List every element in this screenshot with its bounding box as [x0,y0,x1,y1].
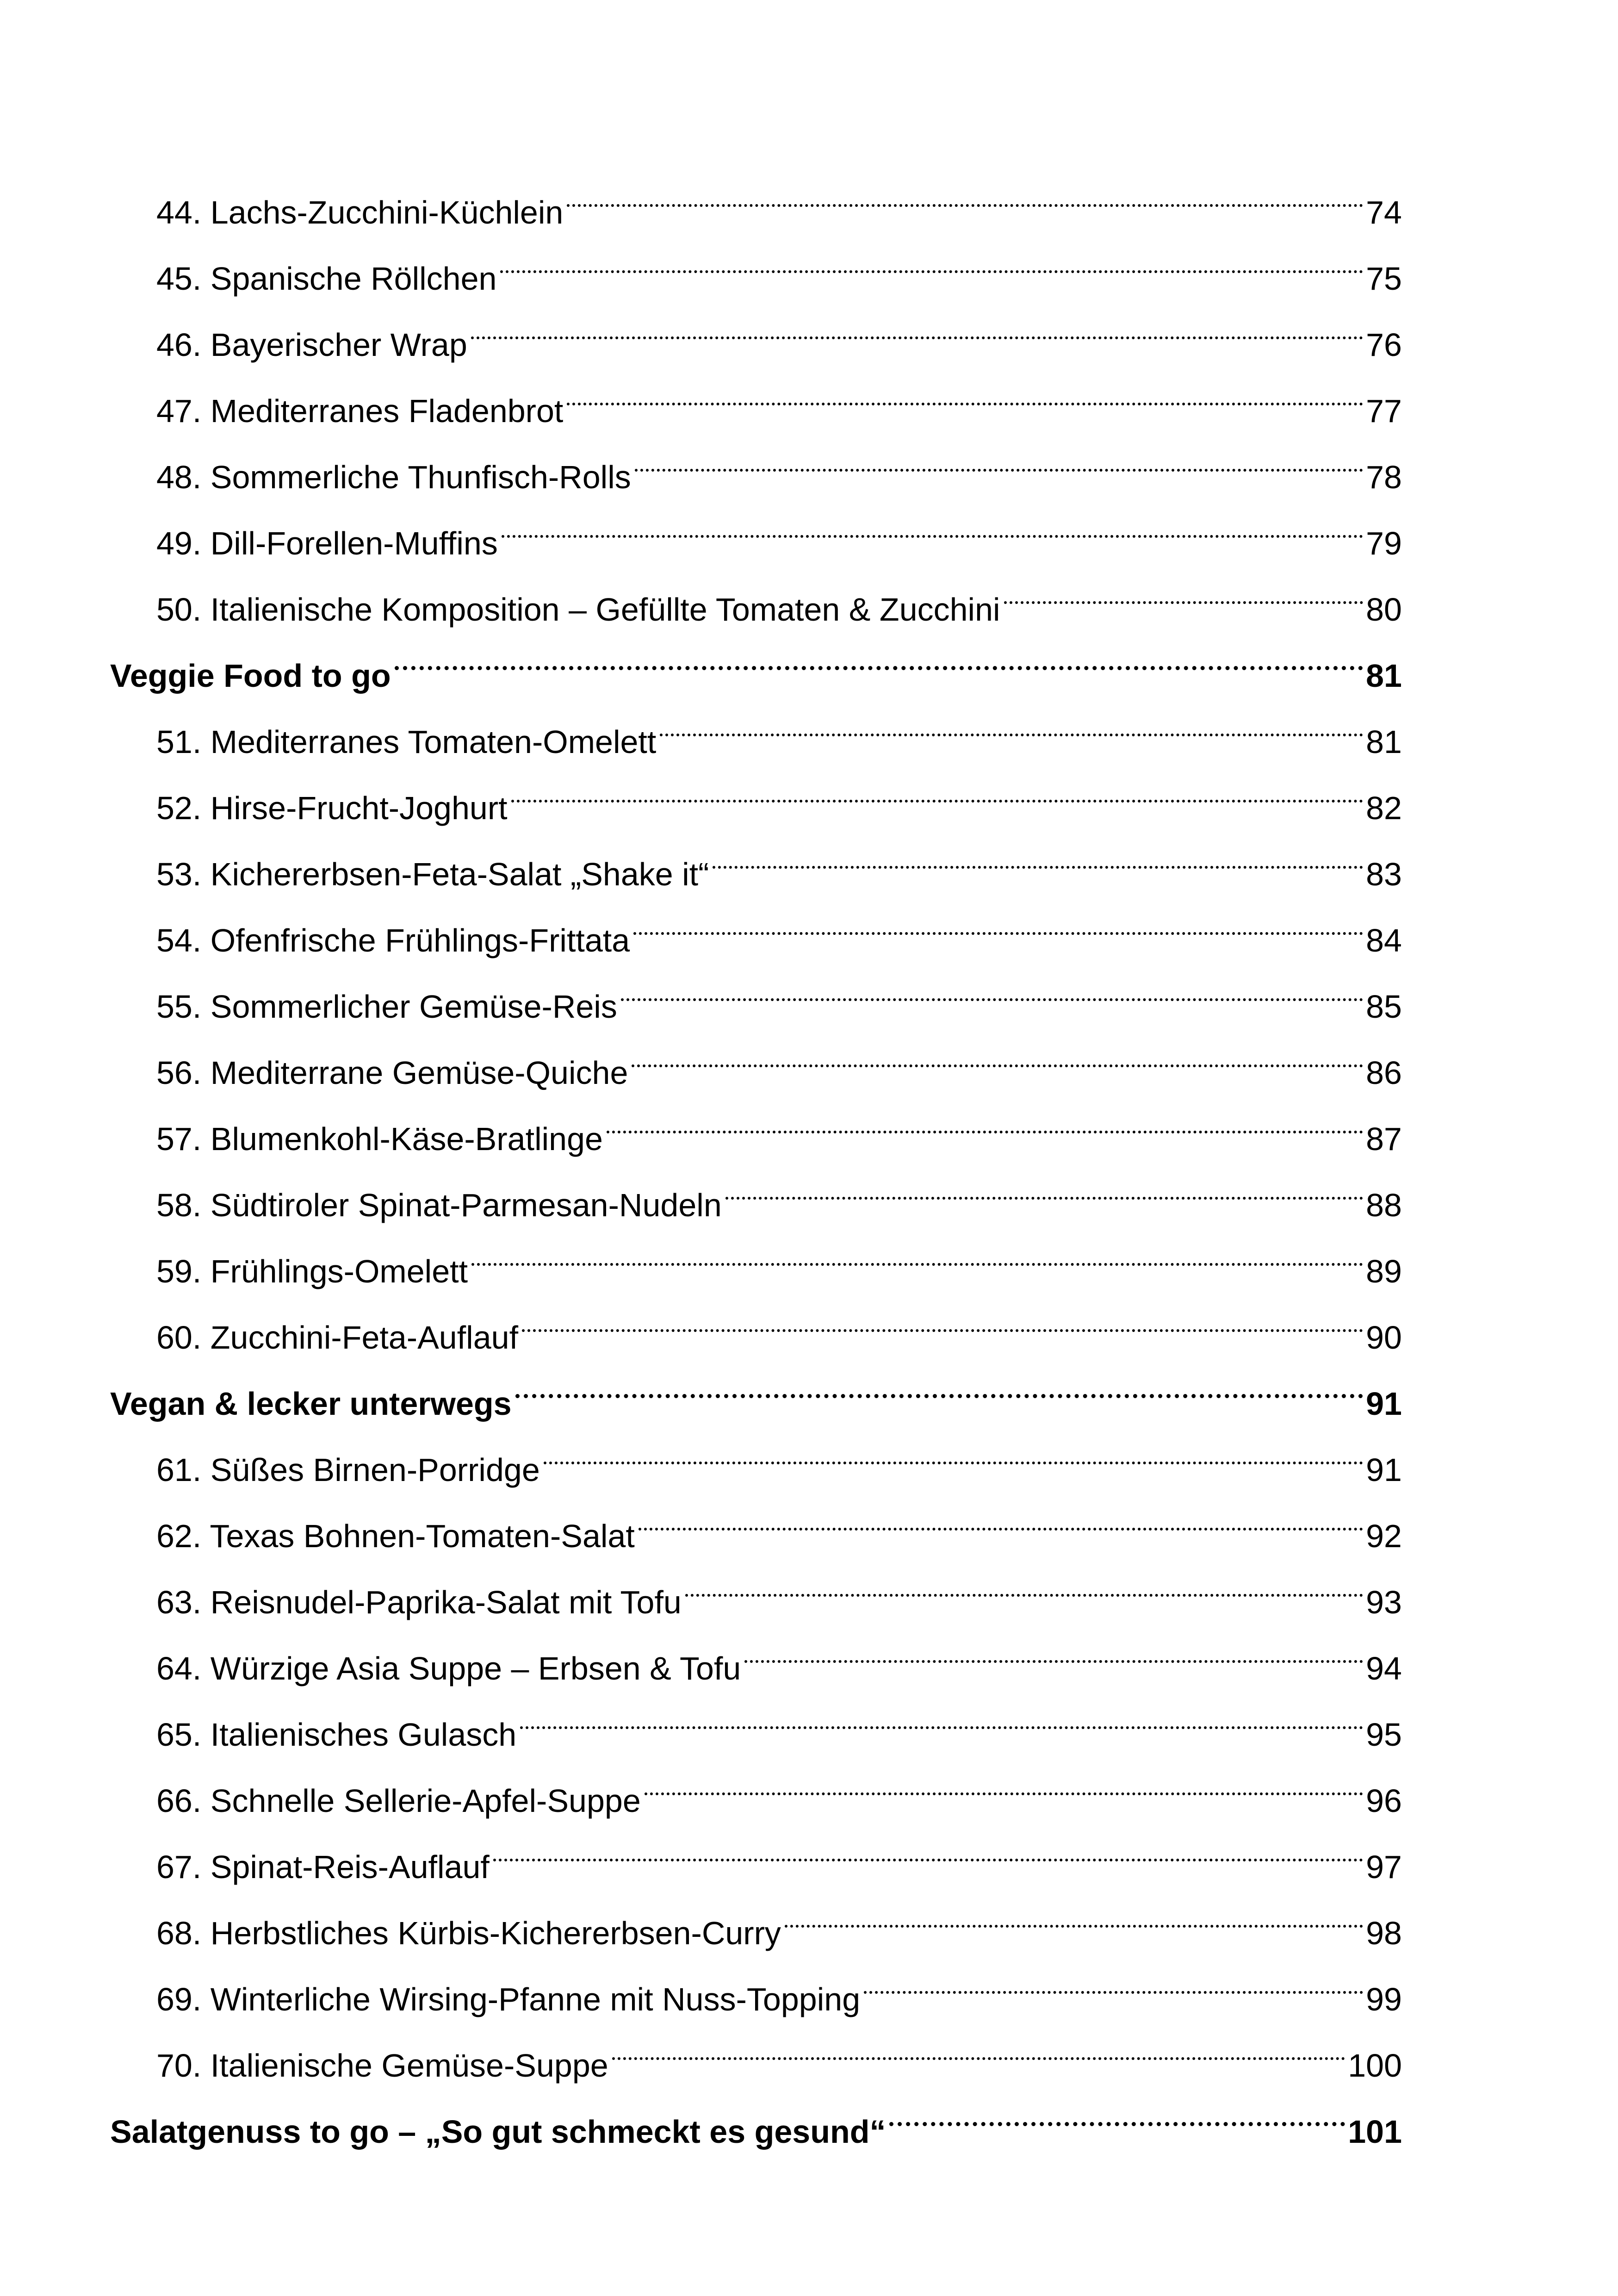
toc-entry-title: 62. Texas Bohnen-Tomaten-Salat [156,1518,635,1554]
toc-entry-title: 54. Ofenfrische Frühlings-Frittata [156,922,630,958]
toc-page-number: 100 [1348,2047,1402,2084]
dot-leader [635,422,1363,488]
dot-leader [864,1944,1363,2010]
toc-entry-title: 55. Sommerlicher Gemüse-Reis [156,989,617,1025]
dot-leader [511,753,1364,819]
dot-leader [1004,554,1364,621]
toc-page-number: 89 [1366,1253,1402,1289]
toc-entry-title: 68. Herbstliches Kürbis-Kichererbsen-Curry [156,1915,781,1951]
toc-page-number: 86 [1366,1055,1402,1091]
dot-leader [520,1680,1363,1746]
dot-leader [612,2010,1345,2077]
toc-entry-title: 66. Schnelle Sellerie-Apfel-Suppe [156,1783,641,1819]
toc-entry-title: 58. Südtiroler Spinat-Parmesan-Nudeln [156,1187,722,1223]
dot-leader [713,819,1363,885]
toc-page-number: 93 [1366,1584,1402,1620]
toc-page-number: 96 [1366,1783,1402,1819]
toc-page-number: 81 [1366,658,1402,694]
dot-leader [639,1481,1363,1547]
dot-leader [502,488,1363,554]
toc-page-number: 81 [1366,724,1402,760]
dot-leader [633,885,1363,952]
dot-leader [395,621,1364,687]
dot-leader [567,356,1363,422]
dot-leader [567,157,1363,224]
dot-leader [544,1415,1363,1481]
toc-entry-title: Salatgenuss to go – „So gut schmeckt es gesund“ [110,2114,886,2150]
toc-page-number: 95 [1366,1717,1402,1753]
dot-leader [471,290,1363,356]
dot-leader [785,1878,1363,1944]
dot-leader [621,952,1363,1018]
dot-leader [889,2077,1345,2143]
toc-entry-title: 61. Süßes Birnen-Porridge [156,1452,540,1488]
toc-page-number: 99 [1366,1981,1402,2017]
toc-page-number: 101 [1348,2114,1402,2150]
dot-leader [725,1150,1363,1216]
toc-entry-title: 45. Spanische Röllchen [156,261,497,297]
dot-leader [685,1547,1363,1613]
toc-page-number: 79 [1366,525,1402,561]
toc-entry-title: 57. Blumenkohl-Käse-Bratlinge [156,1121,603,1157]
dot-leader [744,1613,1363,1680]
toc-page-number: 92 [1366,1518,1402,1554]
toc-entry-title: 47. Mediterranes Fladenbrot [156,393,564,429]
toc-page-number: 77 [1366,393,1402,429]
toc-page-number: 78 [1366,459,1402,495]
toc-page-number: 94 [1366,1650,1402,1686]
toc-entry-title: 53. Kichererbsen-Feta-Salat „Shake it“ [156,856,709,892]
table-of-contents [110,157,1402,2150]
toc-entry-title: 50. Italienische Komposition – Gefüllte Tomaten & Zucchini [156,591,1000,628]
toc-entry-title: 44. Lachs-Zucchini-Küchlein [156,194,564,230]
dot-leader [522,1282,1363,1349]
toc-entry-title: 60. Zucchini-Feta-Auflauf [156,1319,519,1356]
toc-entry-title: 51. Mediterranes Tomaten-Omelett [156,724,657,760]
toc-entry-title: 64. Würzige Asia Suppe – Erbsen & Tofu [156,1650,741,1686]
dot-leader [660,687,1363,753]
toc-page-number: 82 [1366,790,1402,826]
toc-page-number: 74 [1366,194,1402,230]
dot-leader [645,1746,1363,1812]
toc-page-number: 80 [1366,591,1402,628]
toc-page-number: 87 [1366,1121,1402,1157]
toc-page-number: 91 [1366,1386,1402,1422]
toc-entry-title: 69. Winterliche Wirsing-Pfanne mit Nuss-Topping [156,1981,861,2017]
dot-leader [515,1349,1364,1415]
toc-entry-title: 63. Reisnudel-Paprika-Salat mit Tofu [156,1584,682,1620]
toc-entry-title: 48. Sommerliche Thunfisch-Rolls [156,459,631,495]
toc-entry-title: 59. Frühlings-Omelett [156,1253,468,1289]
dot-leader [471,1216,1363,1282]
toc-entry [110,157,1402,230]
dot-leader [632,1018,1363,1084]
toc-page-number: 76 [1366,327,1402,363]
toc-entry-title: Vegan & lecker unterwegs [110,1386,512,1422]
toc-entry-title: Veggie Food to go [110,658,391,694]
toc-entry-title: 67. Spinat-Reis-Auflauf [156,1849,490,1885]
toc-page-number: 97 [1366,1849,1402,1885]
toc-page-number: 85 [1366,989,1402,1025]
toc-entry-title: 65. Italienisches Gulasch [156,1717,517,1753]
toc-entry-title: 46. Bayerischer Wrap [156,327,467,363]
toc-entry-title: 49. Dill-Forellen-Muffins [156,525,498,561]
toc-entry-title: 52. Hirse-Frucht-Joghurt [156,790,508,826]
toc-page-number: 90 [1366,1319,1402,1356]
toc-page-number: 83 [1366,856,1402,892]
toc-page-number: 75 [1366,261,1402,297]
toc-entry-title: 70. Italienische Gemüse-Suppe [156,2047,608,2084]
dot-leader [500,224,1363,290]
dot-leader [607,1084,1363,1150]
toc-page-number: 84 [1366,922,1402,958]
dot-leader [493,1812,1363,1878]
toc-page-number: 98 [1366,1915,1402,1951]
toc-entry-title: 56. Mediterrane Gemüse-Quiche [156,1055,628,1091]
toc-page-number: 91 [1366,1452,1402,1488]
toc-page-number: 88 [1366,1187,1402,1223]
